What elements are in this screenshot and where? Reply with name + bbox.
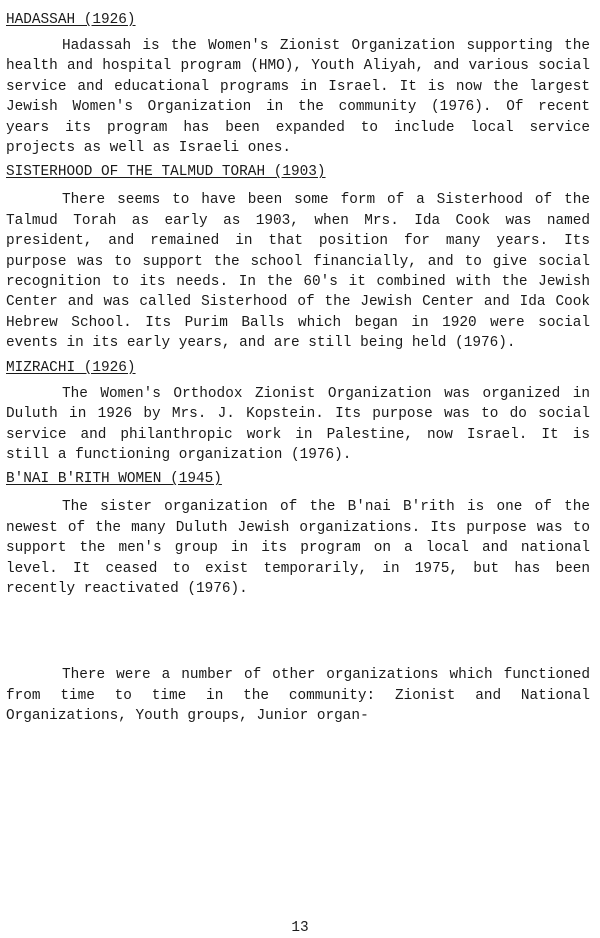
page-number: 13 (291, 920, 309, 936)
section-body-hadassah: Hadassah is the Women's Zionist Organization supporting the health and hospital program (HMO), Youth Aliyah, and various social service and educational programs in Israel. It is now the largest Jewish Women's Organization in the community (1976). Of recent years its program has been expanded to include local service projects as well as Israeli ones. (6, 38, 590, 157)
section-body-mizrachi: The Women's Orthodox Zionist Organization was organized in Duluth in 1926 by Mrs. J. Kopstein. Its purpose was to do social service and philanthropic work in Palestine, now Israel. It is still a functioning organization (1976). (6, 385, 590, 463)
section-body-bnai-brith-women: The sister organization of the B'nai B'rith is one of the newest of the many Duluth Jewish organizations. Its purpose was to support the men's group in its program on a local and national level. It ceased to exist temporarily, in 1975, but has been recently reactivated (1976). (6, 499, 590, 597)
section-heading-mizrachi: MIZRACHI (1926) (6, 359, 136, 376)
section-heading-hadassah: HADASSAH (1926) (6, 12, 136, 28)
section-heading-bnai-brith-women: B'NAI B'RITH WOMEN (1945) (6, 471, 222, 488)
section-body-sisterhood: There seems to have been some form of a Sisterhood of the Talmud Torah as early as 1903, when Mrs. Ida Cook was named president, and remained in that position for many years. Its purpose was to support the school financially, and to give social recognition to its needs. In the 60's it combined with the Jewish Center and was called Sisterhood of the Jewish Center and Ida Cook Hebrew School. Its Purim Balls which began in 1920 were social events in its early years, and are still being held (1976). (6, 192, 590, 352)
section-heading-sisterhood: SISTERHOOD OF THE TALMUD TORAH (1903) (6, 164, 326, 181)
closing-paragraph: There were a number of other organizations which functioned from time to time in the community: Zionist and National Organizations, Youth groups, Junior organ- (6, 667, 590, 725)
document-page (6, 10, 590, 727)
